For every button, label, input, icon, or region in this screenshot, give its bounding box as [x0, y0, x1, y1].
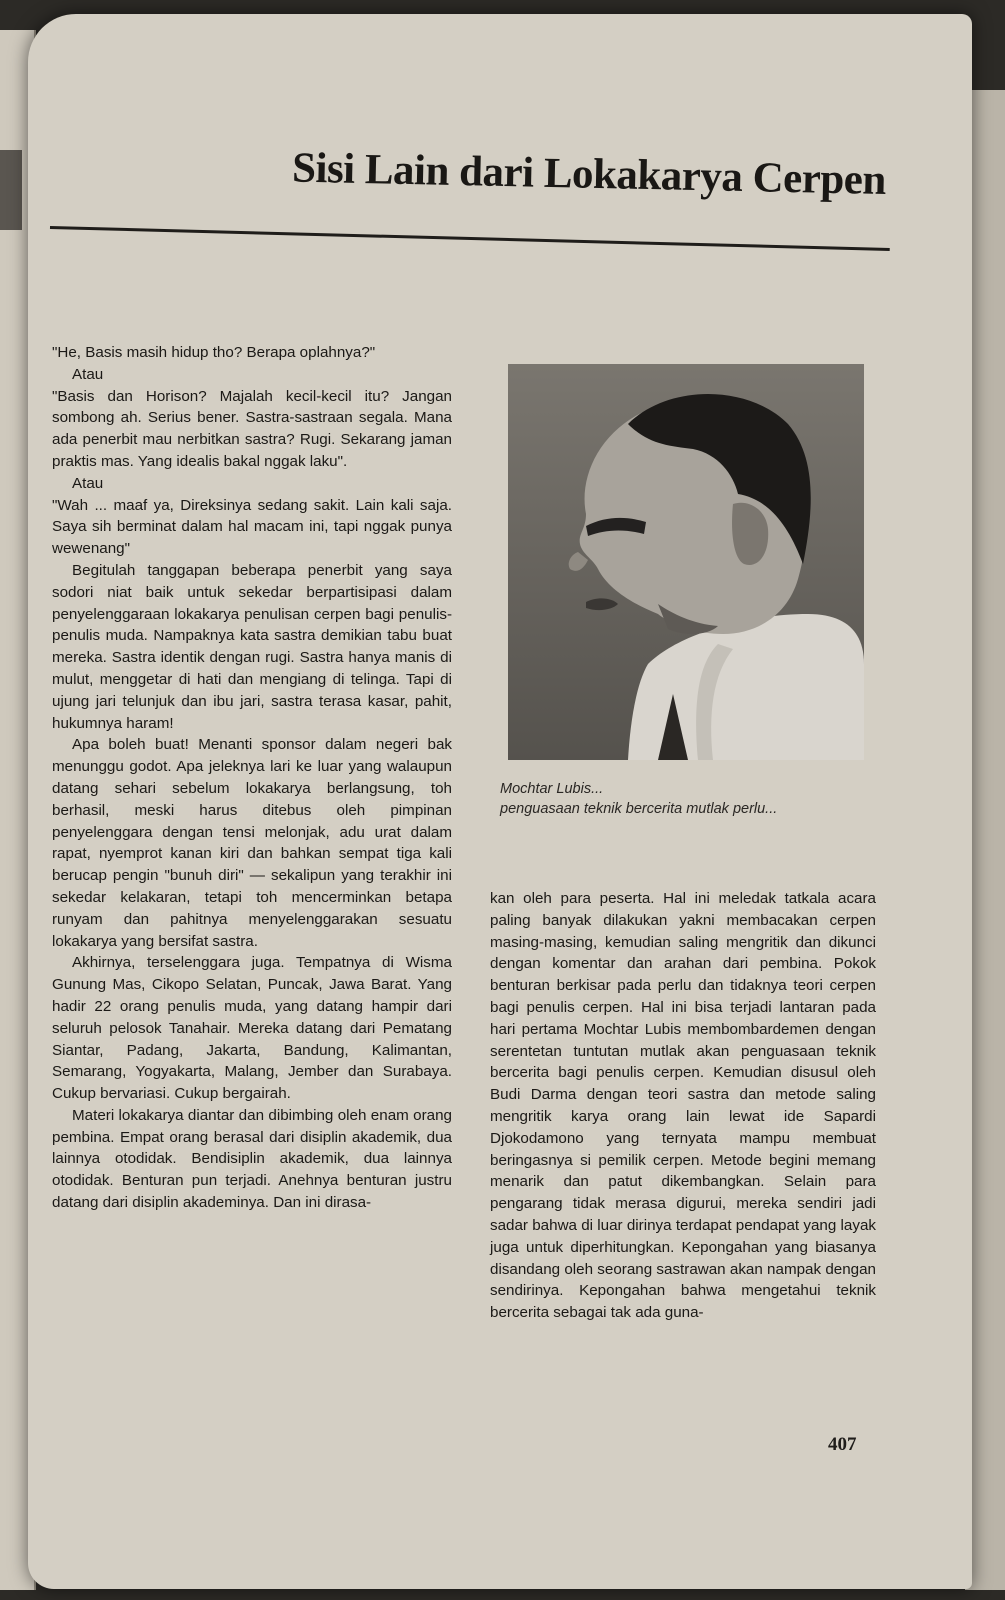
magazine-page — [28, 14, 972, 1589]
paragraph: "Wah ... maaf ya, Direksinya sedang sakit. Lain kali saja. Saya sih berminat dalam hal macam ini, tapi nggak punya wewenang" — [52, 496, 452, 558]
page-number: 407 — [828, 1434, 857, 1455]
paragraph: Atau — [72, 474, 104, 492]
paragraph: Apa boleh buat! Menanti sponsor dalam negeri bak menunggu godot. Apa jeleknya lari ke luar yang walaupun datang sehari sebelum lokakarya berlangsung, toh berhasil, meski harus ditebus oleh pimpinan penyelenggara dengan tensi melonjak, adu urat dalam rapat, nyemprot kanan kiri dan bahkan sempat tiga kali berucap pengin "bunuh diri" — sekalipun yang terakhir ini sekedar kelakaran, tetapi toh mencerminkan betapa runyam dan pahitnya menyelenggarakan sesuatu lokakarya yang bersifat sastra. — [52, 736, 452, 950]
photo-caption — [500, 779, 900, 819]
paragraph: Atau — [72, 365, 104, 383]
paragraph: "Basis dan Horison? Majalah kecil-kecil itu? Jangan sombong ah. Serius bener. Sastra-sastraan segala. Mana ada penerbit mau nerbitkan sastra? Rugi. Sekarang jaman praktis mas. Yang idealis bakal nggak laku". — [52, 387, 452, 470]
right-text-column — [490, 888, 876, 1324]
adjacent-page-tab — [0, 150, 22, 230]
caption-line: Mochtar Lubis... — [500, 781, 604, 797]
caption-line: penguasaan teknik bercerita mutlak perlu... — [500, 801, 778, 817]
paragraph: Materi lokakarya diantar dan dibimbing oleh enam orang pembina. Empat orang berasal dari disiplin akademik, dua lainnya otodidak. Bendisiplin akademik, dua lainnya otodidak. Benturan pun terjadi. Anehnya benturan justru datang dari disiplin akademinya. Dan ini dirasa- — [52, 1106, 452, 1212]
portrait-image — [508, 364, 864, 760]
paragraph: kan oleh para peserta. Hal ini meledak tatkala acara paling banyak dilakukan yakni membacakan cerpen masing-masing, kemudian saling mengritik dan dikunci dengan komentar dan arahan dari pembina. Pokok benturan berkisar pada perlu dan tidaknya teori cerpen bagi penulis cerpen. Hal ini bisa terjadi lantaran pada hari pertama Mochtar Lubis membombardemen dengan serentetan tuntutan mutlak akan penguasaan teknik bercerita bagi penulis cerpen. Kemudian disusul oleh Budi Darma dengan teori sastra dan metode saling mengritik karya orang lain lewat ide Sapardi Djokodamono yang ternyata mampu membuat beringasnya si pemilik cerpen. Metode begini memang menarik dan patut dikembangkan. Selain para pengarang tidak merasa digurui, mereka sendiri jadi sadar bahwa di luar dirinya terdapat pendapat yang layak juga untuk diperhitungkan. Kepongahan yang biasanya disandang oleh seorang sastrawan akan nampak dengan sendirinya. Kepongahan bahwa mengetahui teknik bercerita sebagai tak ada guna- — [490, 890, 876, 1322]
title-underline-rule — [50, 226, 890, 251]
paragraph: Akhirnya, terselenggara juga. Tempatnya di Wisma Gunung Mas, Cikopo Selatan, Puncak, Jawa Barat. Yang hadir 22 orang penulis muda, yang datang hampir dari seluruh pelosok Tanahair. Mereka datang dari Pematang Siantar, Padang, Jakarta, Bandung, Kalimantan, Semarang, Yogyakarta, Malang, Jember dan Surabaya. Cukup bervariasi. Cukup bergairah. — [52, 954, 452, 1103]
paragraph: "He, Basis masih hidup tho? Berapa oplahnya?" — [52, 344, 376, 361]
article-title: Sisi Lain dari Lokakarya Cerpen — [291, 144, 887, 204]
left-text-column — [52, 342, 452, 1214]
portrait-photo — [508, 364, 864, 760]
paragraph: Begitulah tanggapan beberapa penerbit yang saya sodori niat baik untuk sekedar berpartisipasi dalam penyelenggaraan lokakarya penulisan cerpen bagi penulis-penulis muda. Nampaknya kata sastra demikian tabu buat mereka. Sastra identik dengan rugi. Sastra hanya manis di mulut, menggetar di hati dan mengiang di telinga. Tapi di ujung jari telunjuk dan ibu jari, sastra terasa kasar, pahit, hukumnya haram! — [52, 561, 452, 732]
